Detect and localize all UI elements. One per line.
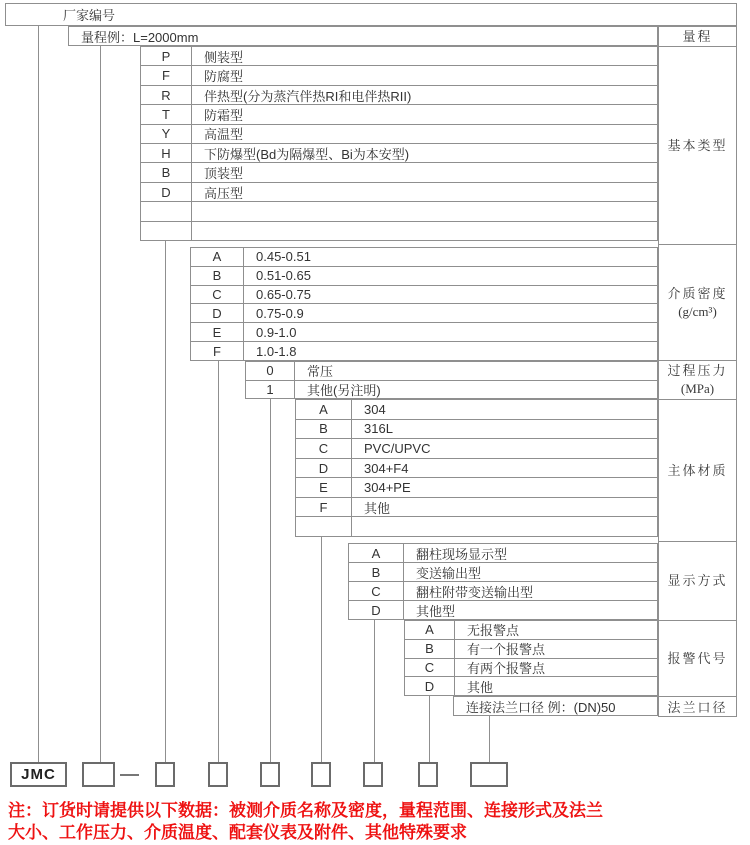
- table-row: [191, 342, 657, 360]
- code-cell: E: [296, 478, 352, 497]
- category-label-column: [658, 26, 737, 717]
- label-alarm: 报警代号: [659, 621, 736, 697]
- table-row: [296, 498, 657, 518]
- code-cell: D: [191, 304, 244, 322]
- table-row: [349, 544, 657, 563]
- desc-cell: [352, 517, 657, 536]
- code-cell: D: [141, 183, 192, 201]
- table-row: [296, 439, 657, 459]
- dash-separator: [120, 774, 139, 776]
- desc-cell: 其他型: [416, 603, 456, 619]
- desc-cell: 其他: [467, 679, 494, 695]
- desc-cell: 常压: [307, 364, 334, 380]
- table-row: [296, 420, 657, 440]
- model-box-range: [82, 762, 115, 787]
- code-cell: B: [349, 563, 404, 581]
- code-cell: Y: [141, 125, 192, 143]
- table-row: [246, 381, 657, 399]
- desc-cell: 顶装型: [204, 166, 244, 182]
- table-row: [141, 144, 657, 163]
- table-row: [191, 304, 657, 323]
- desc-cell: PVC/UPVC: [364, 440, 431, 456]
- table-row: [141, 163, 657, 182]
- code-cell: B: [296, 420, 352, 439]
- connector-display: [374, 620, 375, 762]
- label-flange: 法兰口径: [667, 699, 728, 715]
- connector-alarm: [429, 696, 430, 762]
- code-cell: C: [405, 659, 455, 677]
- table-row: [349, 601, 657, 619]
- code-cell: C: [191, 286, 244, 304]
- code-cell: E: [191, 323, 244, 341]
- code-cell: 1: [246, 381, 295, 399]
- density-table: [190, 247, 658, 361]
- table-row: [191, 248, 657, 267]
- desc-cell: 304+PE: [364, 480, 411, 496]
- connector-material: [321, 537, 322, 762]
- desc-cell: 伴热型(分为蒸汽伴热RI和电伴热RII): [204, 88, 412, 104]
- table-row: [405, 621, 657, 640]
- table-row: [405, 640, 657, 659]
- table-row: [405, 659, 657, 678]
- code-cell: [296, 517, 352, 536]
- label-material: 主体材质: [659, 400, 736, 542]
- table-row: [296, 459, 657, 479]
- code-cell: B: [141, 163, 192, 181]
- table-row: [296, 478, 657, 498]
- desc-cell: 翻柱现场显示型: [416, 546, 508, 562]
- desc-cell: 有一个报警点: [467, 642, 546, 658]
- code-cell: F: [296, 498, 352, 517]
- connector-range: [100, 46, 101, 762]
- code-cell: D: [349, 601, 404, 619]
- model-prefix-box: JMC: [10, 762, 67, 787]
- desc-cell: 变送输出型: [416, 565, 482, 581]
- code-cell: A: [349, 544, 404, 562]
- label-basic-type: 基本类型: [659, 47, 736, 245]
- code-cell: C: [349, 582, 404, 600]
- code-cell: B: [191, 267, 244, 285]
- range-example-label: 量程例：L=2000mm: [81, 29, 199, 45]
- desc-cell: 防腐型: [204, 69, 244, 85]
- table-row: [405, 677, 657, 695]
- code-cell: P: [141, 47, 192, 65]
- model-box-material: [311, 762, 331, 787]
- table-row: [349, 582, 657, 601]
- table-row: [141, 47, 657, 66]
- range-example-row: [68, 26, 658, 46]
- code-cell: A: [296, 400, 352, 419]
- model-box-flange: [470, 762, 508, 787]
- model-box-display: [363, 762, 383, 787]
- table-row: [141, 183, 657, 202]
- desc-cell: 高温型: [204, 127, 244, 143]
- desc-cell: [192, 202, 657, 220]
- display-table: [348, 543, 658, 620]
- desc-cell: 0.45-0.51: [256, 249, 311, 265]
- table-row: [141, 202, 657, 221]
- code-cell: F: [141, 66, 192, 84]
- model-box-density: [208, 762, 228, 787]
- desc-cell: [192, 222, 657, 240]
- code-cell: A: [191, 248, 244, 266]
- desc-cell: 高压型: [204, 185, 244, 201]
- label-pressure: 过程压力 (MPa): [659, 361, 736, 400]
- connector-density: [218, 361, 219, 762]
- table-row: [191, 286, 657, 305]
- pressure-table: [245, 361, 658, 399]
- model-box-basic-type: [155, 762, 175, 787]
- order-note-line-1: 注：订货时请提供以下数据：被测介质名称及密度，量程范围、连接形式及法兰: [8, 801, 603, 820]
- alarm-table: [404, 620, 658, 696]
- code-cell: D: [405, 677, 455, 695]
- table-row: [141, 105, 657, 124]
- table-row: [246, 362, 657, 381]
- desc-cell: 防霜型: [204, 107, 244, 123]
- connector-flange: [489, 716, 490, 762]
- table-row: [191, 267, 657, 286]
- table-row: [141, 66, 657, 85]
- code-cell: C: [296, 439, 352, 458]
- table-row: [191, 323, 657, 342]
- label-pressure-unit: (MPa): [680, 381, 715, 396]
- table-row: [141, 86, 657, 105]
- table-row: [141, 222, 657, 240]
- desc-cell: 有两个报警点: [467, 660, 546, 676]
- code-cell: D: [296, 459, 352, 478]
- order-note-line-2: 大小、工作压力、介质温度、配套仪表及附件、其他特殊要求: [8, 823, 467, 842]
- desc-cell: 无报警点: [467, 623, 520, 639]
- desc-cell: 0.65-0.75: [256, 287, 311, 303]
- model-box-pressure: [260, 762, 280, 787]
- connector-pressure: [270, 399, 271, 762]
- code-cell: [141, 202, 192, 220]
- table-row: [141, 125, 657, 144]
- desc-cell: 下防爆型(Bd为隔爆型、Bi为本安型): [204, 146, 410, 162]
- label-density-unit: (g/cm³): [678, 303, 717, 319]
- desc-cell: 0.9-1.0: [256, 324, 297, 340]
- manufacturer-code-label: 厂家编号: [63, 8, 116, 23]
- connector-basic-type: [165, 241, 166, 762]
- code-cell: R: [141, 86, 192, 104]
- code-cell: 0: [246, 362, 295, 380]
- code-cell: B: [405, 640, 455, 658]
- code-cell: [141, 222, 192, 240]
- desc-cell: 304+F4: [364, 460, 409, 476]
- code-cell: H: [141, 144, 192, 162]
- desc-cell: 304: [364, 401, 386, 417]
- code-cell: F: [191, 342, 244, 360]
- label-display: 显示方式: [659, 542, 736, 621]
- desc-cell: 侧装型: [204, 49, 244, 65]
- connector-manufacturer: [38, 26, 39, 762]
- desc-cell: 0.51-0.65: [256, 268, 311, 284]
- flange-desc: 连接法兰口径 例：(DN)50: [466, 699, 616, 715]
- desc-cell: 1.0-1.8: [256, 343, 297, 359]
- desc-cell: 其他(另注明): [307, 382, 381, 398]
- model-box-alarm: [418, 762, 438, 787]
- label-density: 介质密度 (g/cm³): [659, 245, 736, 361]
- flange-row: [453, 696, 658, 716]
- material-table: [295, 399, 658, 537]
- desc-cell: 0.75-0.9: [256, 305, 304, 321]
- table-row: [296, 400, 657, 420]
- label-range: 量程: [659, 27, 736, 47]
- desc-cell: 其他: [364, 500, 391, 516]
- code-cell: A: [405, 621, 455, 639]
- desc-cell: 翻柱附带变送输出型: [416, 584, 534, 600]
- table-row: [296, 517, 657, 536]
- table-row: [349, 563, 657, 582]
- manufacturer-code-row: [5, 3, 737, 26]
- code-cell: T: [141, 105, 192, 123]
- basic-type-table: [140, 46, 658, 241]
- desc-cell: 316L: [364, 421, 393, 437]
